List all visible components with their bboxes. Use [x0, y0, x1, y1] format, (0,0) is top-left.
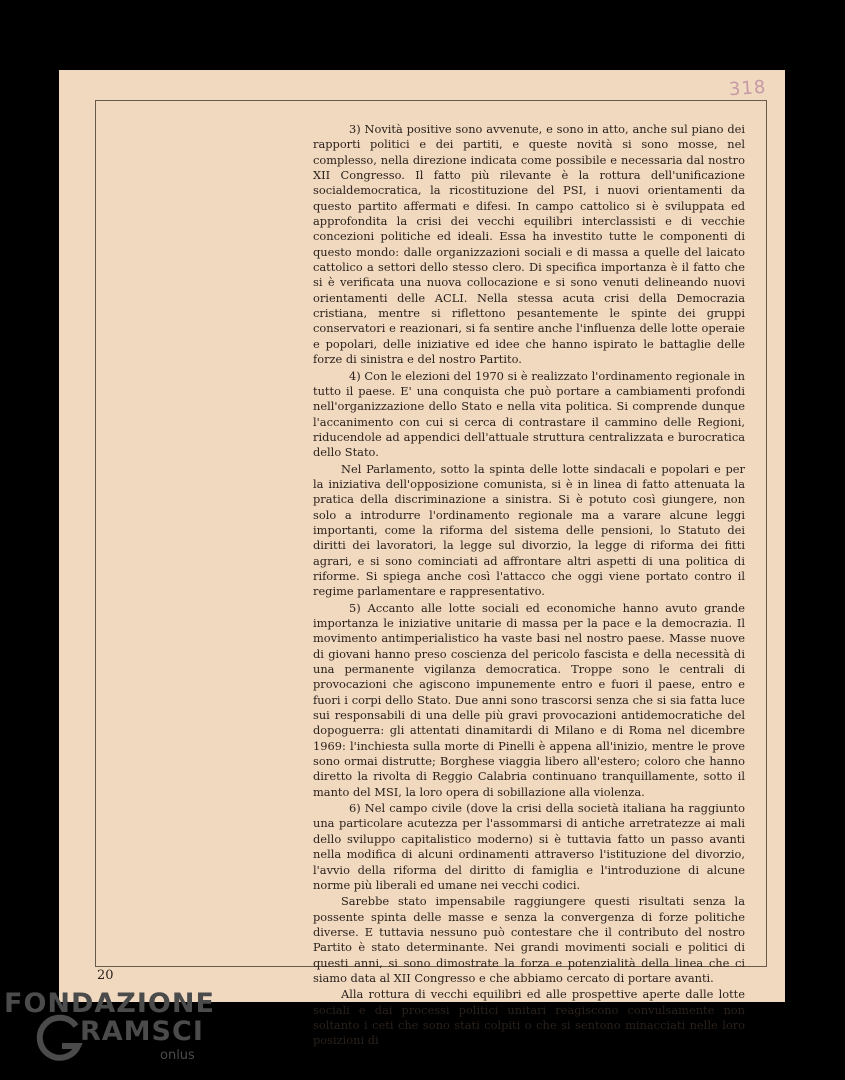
paragraph-parlamento: Nel Parlamento, sotto la spinta delle lotte sindacali e popolari e per la iniziativa dell'opposizione comunista, si è in linea di fatto attenuata la pratica della discriminazione a sinistra. Si è potuto così giungere, non solo a introdurre l'ordinamento regionale ma a varare alcune leggi importanti, come la riforma del sistema delle pensioni, lo Statuto dei diritti dei lavoratori, la legge sul divorzio, la legge di riforma dei fitti agrari, e si sono cominciati ad affrontare altri aspetti di una politica di riforme. Si spiega anche così l'attacco che oggi viene portato contro il regime parlamentare e rappresentativo.: [313, 461, 745, 599]
paragraph-sarebbe: Sarebbe stato impensabile raggiungere questi risultati senza la possente spinta delle masse e senza la convergenza di forze politiche diverse. E tuttavia nessuno può contestare che il contributo del nostro Partito è stato determinante. Nei grandi movimenti sociali e politici di questi anni, si sono dimostrate la forza e potenzialità della linea che ci siamo data al XII Congresso e che abbiamo cercato di portare avanti.: [313, 894, 745, 985]
handwritten-page-number: 318: [728, 76, 768, 101]
paragraph-6: 6) Nel campo civile (dove la crisi della società italiana ha raggiunto una particolare acutezza per l'assommarsi di antiche arretratezze ai mali dello sviluppo capitalistico moderno) si è tuttavia fatto un passo avanti nella modifica di alcuni ordinamenti attraverso l'istituzione del divorzio, l'avvio della riforma del diritto di famiglia e l'introduzione di alcune norme più liberali ed umane nei vecchi codici.: [313, 801, 745, 892]
fondazione-gramsci-watermark: [4, 988, 264, 1080]
gramsci-g-logo-icon: [34, 1014, 84, 1064]
paragraph-alla-rottura: Alla rottura di vecchi equilibri ed alle prospettive aperte dalle lotte sociali e dai processi politici unitari reagiscono convulsamente non soltanto i ceti che sono stati colpiti o che si sentono minacciati nelle loro posizioni di: [313, 987, 745, 1048]
paragraph-5: 5) Accanto alle lotte sociali ed economiche hanno avuto grande importanza le iniziative unitarie di massa per la pace e la democrazia. Il movimento antimperialistico ha vaste basi nel nostro paese. Masse nuove di giovani hanno preso coscienza del pericolo fascista e della necessità di una permanente vigilanza democratica. Troppe sono le centrali di provocazioni che agiscono impunemente entro e fuori il paese, entro e fuori i corpi dello Stato. Due anni sono trascorsi senza che si sia fatta luce sui responsabili di una delle più gravi provocazioni antidemocratiche del dopoguerra: gli attentati dinamitardi di Milano e di Roma nel dicembre 1969: l'inchiesta sulla morte di Pinelli è appena all'inizio, mentre le prove sono ormai distrutte; Borghese viaggia libero all'estero; coloro che hanno diretto la rivolta di Reggio Calabria continuano tranquillamente, sotto il manto del MSI, la loro opera di sobillazione alla violenza.: [313, 600, 745, 799]
paragraph-3: 3) Novità positive sono avvenute, e sono in atto, anche sul piano dei rapporti politici e dei partiti, e queste novità si sono mosse, nel complesso, nella direzione indicata come possibile e necessaria dal nostro XII Congresso. Il fatto più rilevante è la rottura dell'unificazione socialdemocratica, la ricostituzione del PSI, i nuovi orientamenti da questo partito affermati e difesi. In campo cattolico si è sviluppata ed approfondita la crisi dei vecchi equilibri interclassisti e di vecchie concezioni politiche ed ideali. Essa ha investito tutte le componenti di questo mondo: dalle organizzazioni sociali e di massa a quelle del laicato cattolico a settori dello stesso clero. Di specifica importanza è il fatto che si è verificata una nuova collocazione e si sono venuti delineando nuovi orientamenti delle ACLI. Nella stessa acuta crisi della Democrazia cristiana, mentre si riflettono pesantemente le spinte dei gruppi conservatori e reazionari, si fa sentire anche l'influenza delle lotte operaie e popolari, delle iniziative ed idee che hanno ispirato le battaglie delle forze di sinistra e del nostro Partito.: [313, 122, 745, 367]
watermark-line1: FONDAZIONE: [4, 988, 215, 1019]
body-text: [313, 122, 745, 1049]
paragraph-4: 4) Con le elezioni del 1970 si è realizzato l'ordinamento regionale in tutto il paese. E' una conquista che può portare a cambiamenti profondi nell'organizzazione dello Stato e nella vita politica. Si comprende dunque l'accanimento con cui si cerca di contrastare il cammino delle Regioni, riducendole ad appendici dell'attuale struttura centralizzata e burocratica dello Stato.: [313, 368, 745, 460]
page-number: 20: [97, 968, 114, 983]
watermark-line2: RAMSCI: [80, 1016, 204, 1047]
watermark-line3: onlus: [160, 1048, 195, 1063]
